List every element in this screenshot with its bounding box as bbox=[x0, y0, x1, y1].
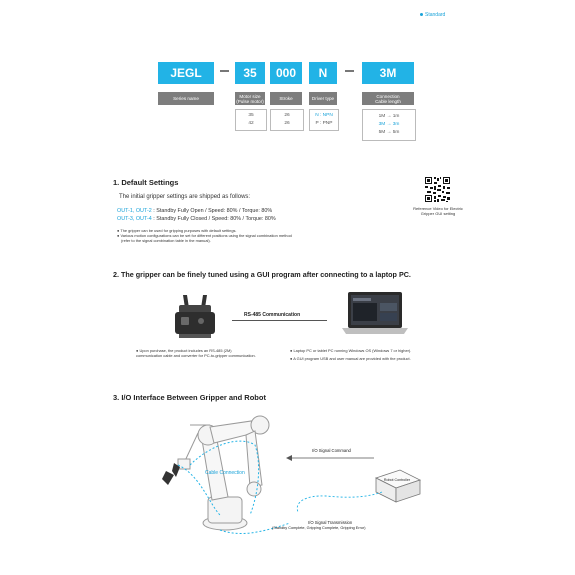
rs485-line bbox=[232, 320, 327, 321]
code-series: JEGL bbox=[158, 62, 214, 84]
qr-caption: Reference Video for Electric Gripper GUI setting bbox=[413, 206, 463, 216]
driver-options: N : NPN P : PNP bbox=[309, 109, 339, 131]
caption-driver-type: Driver type bbox=[309, 92, 337, 105]
separator-dash bbox=[220, 70, 229, 72]
cable-options: 1M → 1m 3M → 3m 5M → 5m bbox=[362, 109, 416, 141]
arrow-left-icon bbox=[286, 454, 376, 462]
note-2: ● Various motion configurations can be set for different positions using the signal combination method bbox=[117, 233, 292, 238]
separator-dash bbox=[345, 70, 354, 72]
motor-options: 35 42 bbox=[235, 109, 267, 131]
note-1: ● The gripper can be used for gripping purposes with default settings. bbox=[117, 228, 237, 233]
code-cable-length: 3M bbox=[362, 62, 414, 84]
section2-title: 2. The gripper can be finely tuned using a GUI program after connecting to a laptop PC. bbox=[113, 270, 411, 279]
left-note: ● Upon purchase, the product includes an RS-485 (2M) communication cable and converter for PC-to-gripper communication. bbox=[136, 348, 256, 358]
io-transmission-detail: (Standby Complete, Gripping Complete, Gripping Error) bbox=[272, 526, 366, 530]
robot-controller-label: Robot Controller bbox=[383, 478, 411, 482]
out12-line: OUT-1, OUT-2 : Standby Fully Open / Speed: 80% / Torque: 80% bbox=[117, 208, 273, 214]
cable-connection-label: Cable Connection bbox=[205, 470, 245, 476]
gripper-image bbox=[165, 290, 225, 340]
code-motor-size: 35 bbox=[235, 62, 265, 84]
rs485-label: RS-485 Communication bbox=[244, 312, 301, 318]
caption-motor-size: Motor size (Pulse motor) bbox=[236, 93, 264, 104]
right-note-1: ● Laptop PC or tablet PC running Windows OS (Windows 7 or higher). bbox=[290, 348, 412, 353]
code-stroke: 000 bbox=[270, 62, 302, 84]
section1-intro: The initial gripper settings are shipped as follows: bbox=[119, 194, 251, 200]
signal-dotted-path bbox=[286, 490, 386, 520]
note-3: (refer to the signal combination table in the manual). bbox=[121, 238, 211, 243]
bullet-dot-icon bbox=[420, 13, 423, 16]
caption-stroke: Stroke bbox=[270, 92, 302, 105]
caption-series-name: Series name bbox=[158, 92, 214, 105]
qr-code-icon[interactable] bbox=[424, 176, 451, 203]
section1-title: 1. Default Settings bbox=[113, 178, 179, 187]
standard-label: Standard bbox=[420, 12, 445, 18]
right-note-2: ● A GUI program USB and user manual are provided with the product. bbox=[290, 356, 411, 361]
io-command-label: I/O Signal Command bbox=[312, 448, 351, 453]
caption-cable-length: Connection Cable length bbox=[362, 92, 414, 105]
stroke-options: 26 26 bbox=[270, 109, 304, 131]
out34-line: OUT-3, OUT-4 : Standby Fully Closed / Speed: 80% / Torque: 80% bbox=[117, 216, 276, 222]
io-transmission-label: I/O Signal Transmission bbox=[308, 520, 353, 525]
section3-title: 3. I/O Interface Between Gripper and Robot bbox=[113, 393, 266, 402]
code-driver-type: N bbox=[309, 62, 337, 84]
laptop-image bbox=[340, 290, 410, 338]
